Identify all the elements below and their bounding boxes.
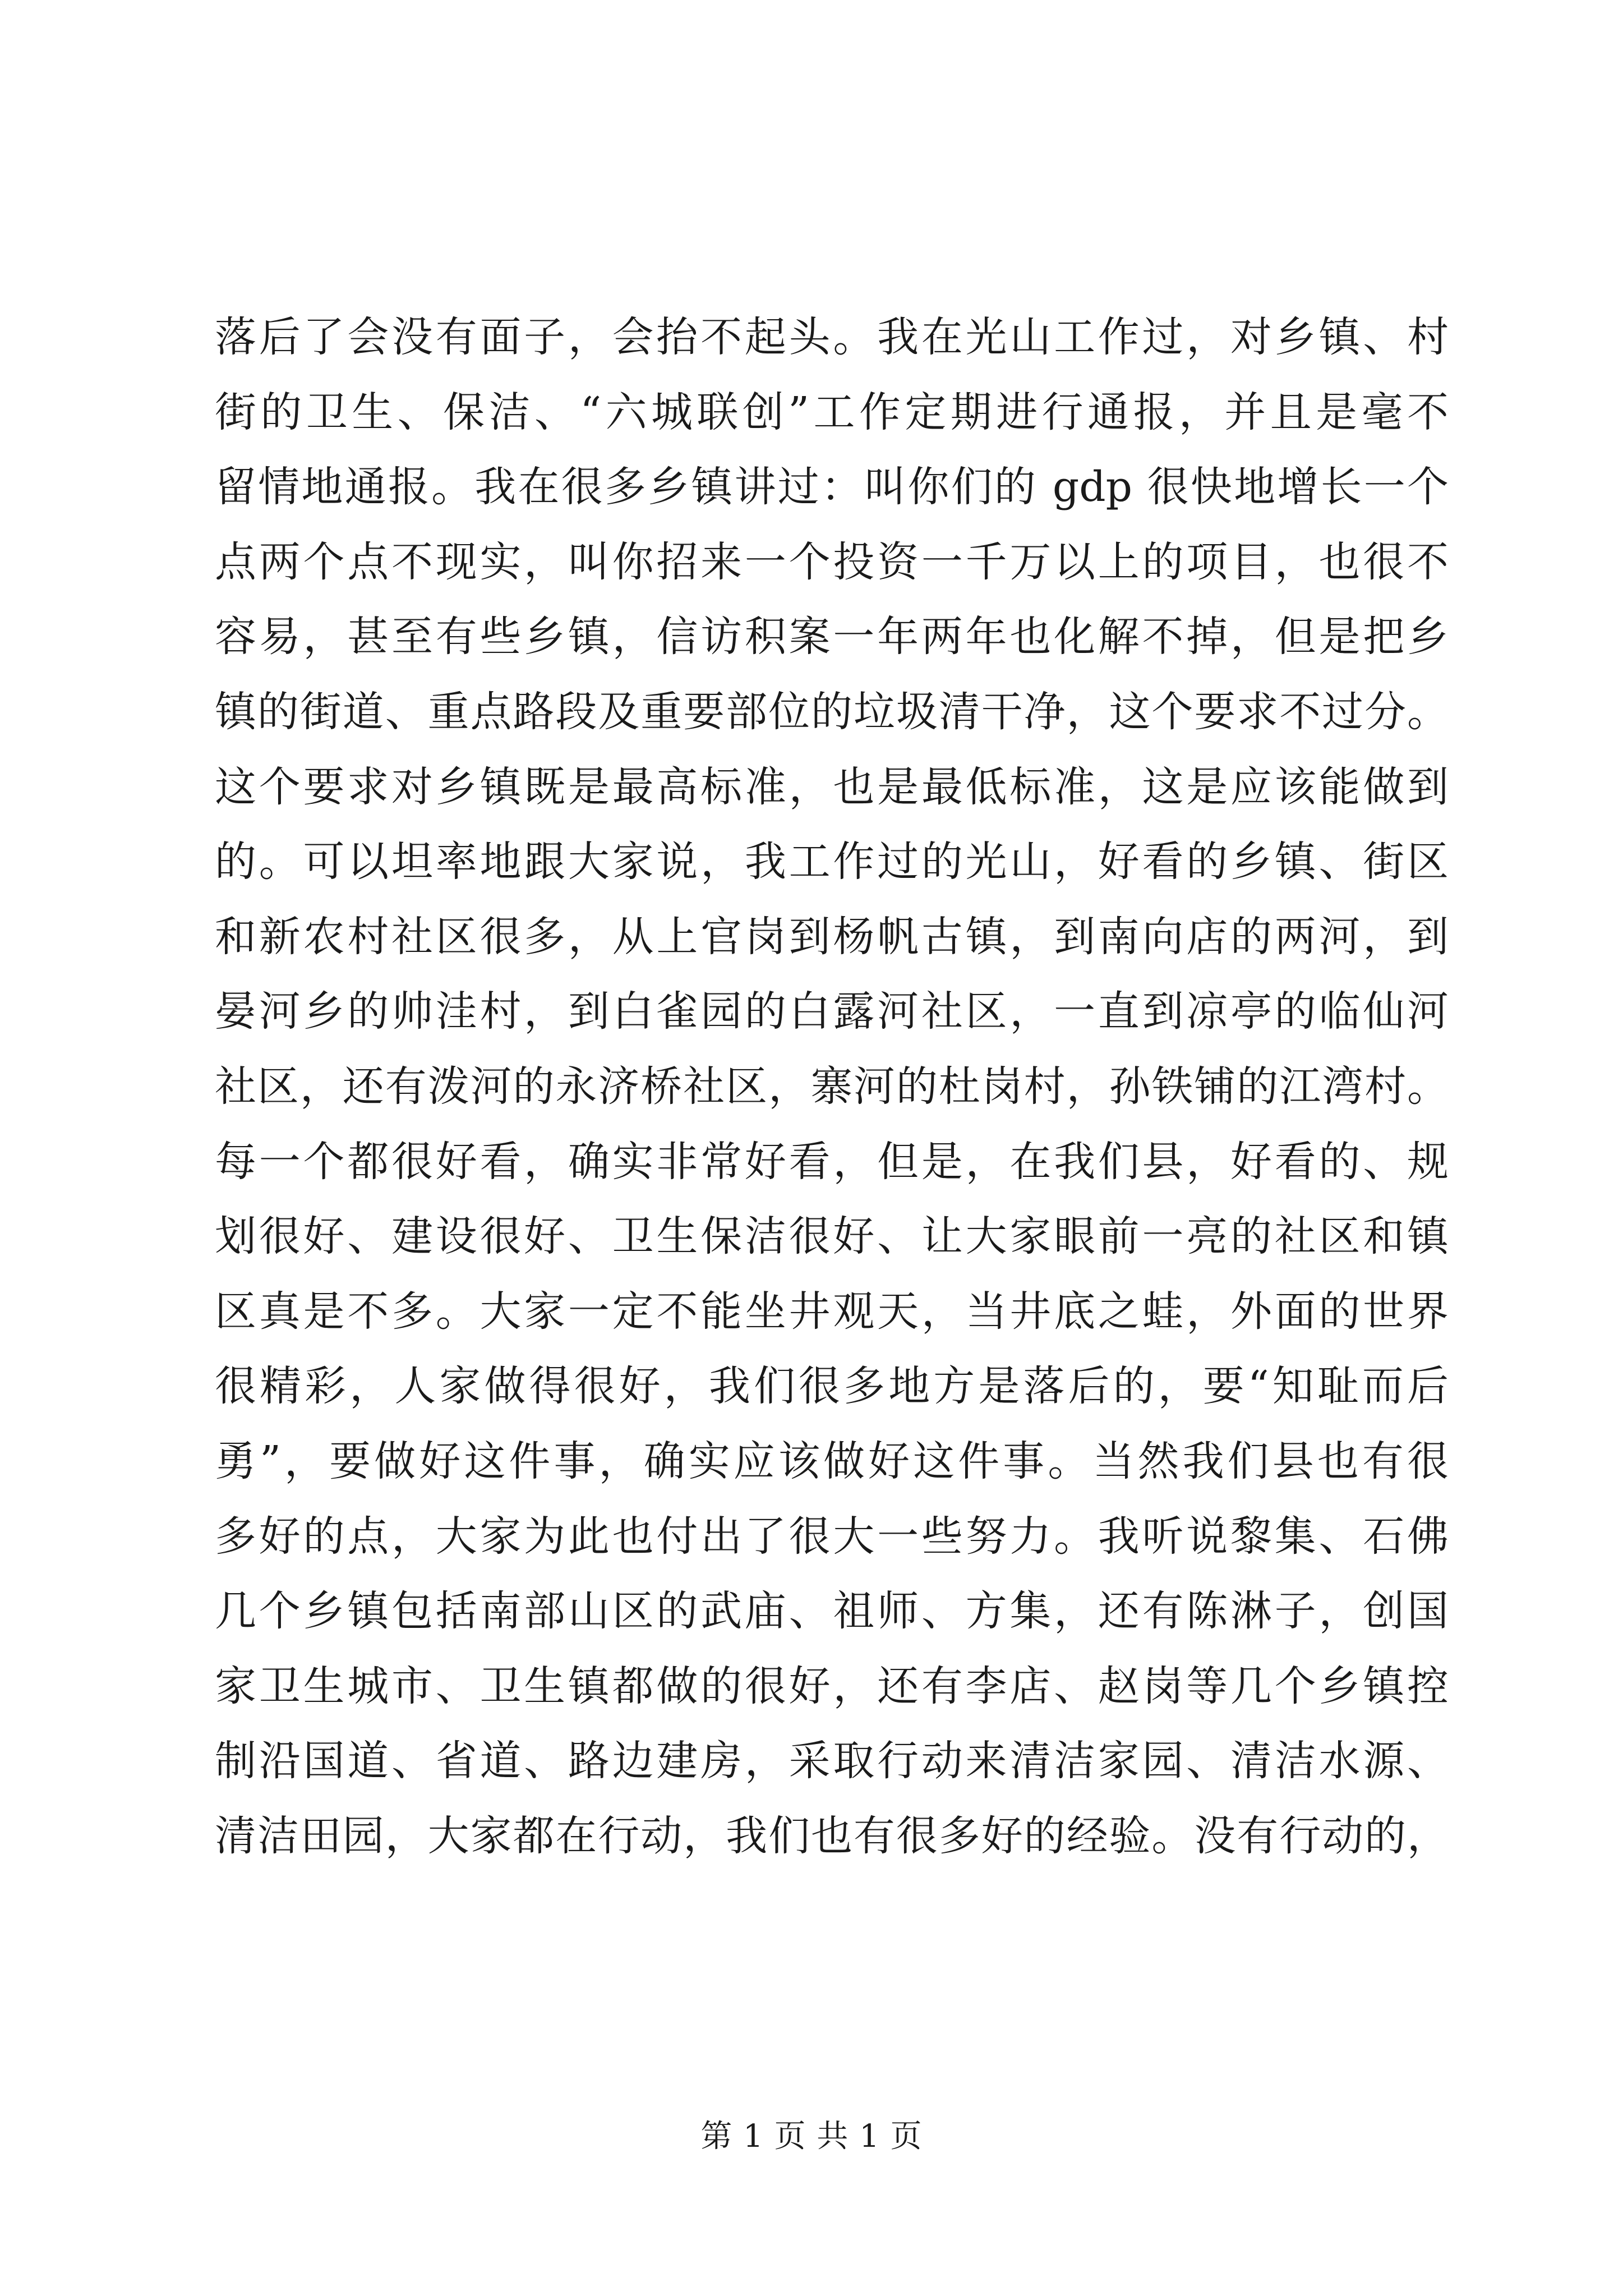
text-line: 多好的点，大家为此也付出了很大一些努力。我听说黎集、石佛 bbox=[215, 1512, 1449, 1561]
text-line: 区真是不多。大家一定不能坐井观天，当井底之蛙，外面的世界 bbox=[215, 1287, 1449, 1336]
text-line: 几个乡镇包括南部山区的武庙、祖师、方集，还有陈淋子，创国 bbox=[215, 1587, 1449, 1636]
text-line: 勇”，要做好这件事，确实应该做好这件事。当然我们县也有很 bbox=[215, 1437, 1449, 1485]
text-line: 和新农村社区很多，从上官岗到杨帆古镇，到南向店的两河，到 bbox=[215, 912, 1449, 961]
text-line: 留情地通报。我在很多乡镇讲过：叫你们的 gdp 很快地增长一个 bbox=[215, 463, 1449, 512]
text-line: 划很好、建设很好、卫生保洁很好、让大家眼前一亮的社区和镇 bbox=[215, 1212, 1449, 1261]
text-line: 这个要求对乡镇既是最高标准，也是最低标准，这是应该能做到 bbox=[215, 762, 1449, 811]
text-line: 的。可以坦率地跟大家说，我工作过的光山，好看的乡镇、街区 bbox=[215, 838, 1449, 886]
text-line: 晏河乡的帅洼村，到白雀园的白露河社区，一直到凉亭的临仙河 bbox=[215, 987, 1449, 1036]
text-line: 街的卫生、保洁、“六城联创”工作定期进行通报，并且是毫不 bbox=[215, 388, 1449, 436]
body-text bbox=[215, 300, 1449, 1874]
text-line: 清洁田园，大家都在行动，我们也有很多好的经验。没有行动的， bbox=[215, 1811, 1449, 1860]
text-line: 容易，甚至有些乡镇，信访积案一年两年也化解不掉，但是把乡 bbox=[215, 613, 1449, 661]
text-line: 制沿国道、省道、路边建房，采取行动来清洁家园、清洁水源、 bbox=[215, 1737, 1449, 1786]
text-line: 点两个点不现实，叫你招来一个投资一千万以上的项目，也很不 bbox=[215, 537, 1449, 586]
text-line: 社区，还有泼河的永济桥社区，寨河的杜岗村，孙铁铺的江湾村。 bbox=[215, 1062, 1449, 1111]
page-footer: 第 1 页 共 1 页 bbox=[700, 2118, 923, 2155]
text-line: 镇的街道、重点路段及重要部位的垃圾清干净，这个要求不过分。 bbox=[215, 687, 1449, 736]
text-line: 家卫生城市、卫生镇都做的很好，还有李店、赵岗等几个乡镇控 bbox=[215, 1662, 1449, 1710]
text-line: 很精彩，人家做得很好，我们很多地方是落后的，要“知耻而后 bbox=[215, 1362, 1449, 1411]
text-line: 落后了会没有面子，会抬不起头。我在光山工作过，对乡镇、村 bbox=[215, 313, 1449, 361]
text-line: 每一个都很好看，确实非常好看，但是，在我们县，好看的、规 bbox=[215, 1137, 1449, 1186]
